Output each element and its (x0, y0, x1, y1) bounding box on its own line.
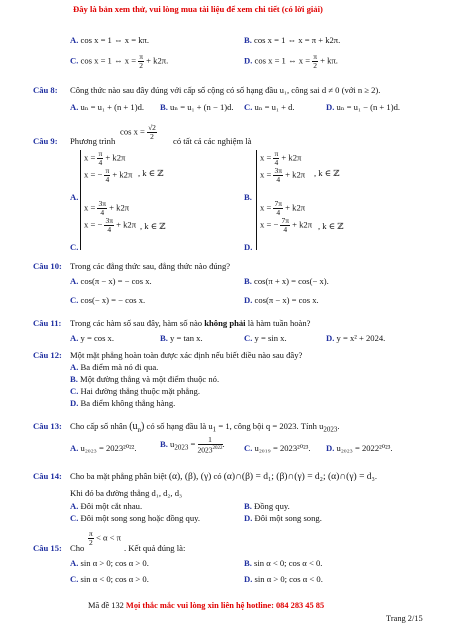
q15-condition: $\frac{\pi}{2}$ < α < π (89, 529, 121, 547)
q14-text1: Cho ba mặt phẳng phân biệt (70, 471, 167, 481)
q14-text2: có (213, 471, 222, 481)
q11-text-post: là hàm tuần hoàn? (247, 318, 311, 328)
q15-a-text: sin α > 0; cos α > 0 (80, 558, 147, 568)
q7-d-post: + kπ (320, 55, 336, 66)
q8-option-b[interactable]: B. uₙ = u₁ + (n − 1)d. (160, 102, 234, 112)
q12-option-a[interactable]: A. Ba điểm mà nó đi qua. (70, 362, 159, 372)
q10-b-text: cos(π + x) = cos(− x) (254, 276, 327, 286)
q13-text4: Tính (300, 421, 317, 431)
q10-d-text: cos(π − x) = cos x (254, 295, 317, 305)
q12-c-text: Hai đường thẳng thuộc mặt phẳng. (80, 386, 200, 396)
q13-c-text: u₂₀₁₉ = 2023²⁰²³ (254, 443, 309, 453)
q11-option-b[interactable]: B. y = tan x. (160, 333, 203, 343)
q9-c-k: , k ∈ ℤ (140, 221, 166, 231)
q9-option-c-system[interactable]: x = $\frac{3\pi}{4}$ + k2π x = − $\frac{3\pi}{4}$ + k2π (80, 200, 136, 250)
q13-option-a[interactable]: A. u₂₀₂₃ = 2023²⁰²². (70, 443, 137, 453)
q8-c-text: uₙ = u₁ + d (254, 102, 293, 112)
q14-b-text: Đồng quy. (254, 501, 290, 511)
q10-number: Câu 10: (33, 261, 62, 271)
q13-u1: $u_1 = 1$, (208, 421, 232, 434)
q12-b-text: Một đường thẳng và một điểm thuộc nó. (80, 374, 220, 384)
q8-b-text: uₙ = u₁ + (n − 1)d (170, 102, 232, 112)
q13-a-text: u₂₀₂₃ = 2023²⁰²² (80, 443, 135, 453)
q8-option-d[interactable]: D. uₙ = u₁ − (n + 1)d. (326, 102, 401, 112)
q15-option-c[interactable]: C. sin α < 0; cos α > 0. (70, 574, 149, 584)
q8-option-c[interactable]: C. uₙ = u₁ + d. (244, 102, 295, 112)
q9-equation (120, 124, 157, 141)
q11-option-d[interactable]: D. y = x² + 2024. (326, 333, 386, 343)
q13-option-c[interactable]: C. u₂₀₁₉ = 2023²⁰²³. (244, 443, 311, 453)
q9-text-post: có tất cả các nghiệm là (173, 136, 252, 146)
q11-d-text: y = x² + 2024 (336, 333, 384, 343)
footer-hotline: Mọi thắc mắc vui lòng xin liên hệ hotline: 084 283 45 85 (125, 601, 325, 610)
q15-d-text: sin α > 0; cos α < 0 (254, 574, 321, 584)
q11-text-pre: Trong các hàm số sau đây, hàm số nào (70, 318, 203, 328)
q13-text3: công bội (233, 421, 264, 431)
q12-a-text: Ba điểm mà nó đi qua. (80, 362, 159, 372)
q7-d-pre: cos x = 1 ⇔ x = (254, 55, 311, 66)
q14-relations: (α)∩(β) = d₁; (β)∩(γ) = d₂; (α)∩(γ) = d₃ (223, 472, 375, 482)
q13-text (70, 421, 340, 434)
q12-d-text: Ba điểm không thẳng hàng. (80, 398, 176, 408)
q13-text1: Cho cấp số nhân (70, 421, 128, 431)
q14-line2 (70, 488, 182, 498)
q15-option-d[interactable]: D. sin α > 0; cos α < 0. (244, 574, 323, 584)
q11-text (70, 318, 310, 328)
q9-eq-frac: $\frac{√2}{2}$ (148, 123, 156, 141)
q13-text2: có số hạng đầu là (146, 421, 207, 431)
q9-option-d-system[interactable]: x = $\frac{7\pi}{4}$ + k2π x = − $\frac{7\pi}{4}$ + k2π (256, 200, 312, 250)
q14-option-b[interactable]: B. Đồng quy. (244, 501, 290, 511)
q12-text: Một mặt phẳng hoàn toàn được xác định nếu biết điều nào sau đây? (70, 350, 303, 360)
q8-a-text: uₙ = u₁ + (n + 1)d (80, 102, 142, 112)
q7-option-b[interactable]: B. cos x = 1 ⇔ x = π + k2π. (244, 35, 341, 45)
q10-option-b[interactable]: B. cos(π + x) = cos(− x). (244, 276, 329, 286)
q13-seq: $(u_n)$ (129, 421, 145, 434)
q14-option-d[interactable]: D. Đôi một song song. (244, 513, 322, 523)
footer-page-number: Trang 2/15 (386, 614, 423, 623)
q10-text: Trong các đẳng thức sau, đẳng thức nào đúng? (70, 261, 231, 271)
q9-option-c-label[interactable]: C. (70, 242, 79, 252)
q15-text-post: . Kết quả đúng là: (124, 543, 186, 553)
q12-option-d[interactable]: D. Ba điểm không thẳng hàng. (70, 398, 176, 408)
q11-number: Câu 11: (33, 318, 62, 328)
q15-text-pre: Cho (70, 543, 85, 553)
q11-option-a[interactable]: A. y = cos x. (70, 333, 115, 343)
q10-option-a[interactable]: A. cos(π − x) = − cos x. (70, 276, 152, 286)
q14-a-text: Đôi một cắt nhau. (80, 501, 143, 511)
q7-b-text: cos x = 1 ⇔ x = π + k2π (254, 35, 339, 45)
q7-d-frac: $\frac{\pi}{2}$ (313, 52, 317, 70)
q9-text-pre: Phương trình (70, 136, 116, 146)
footer-exam-code: Mã đề 132 (88, 601, 124, 610)
footer-line (88, 601, 324, 610)
q14-text: Cho ba mặt phẳng phân biệt (α), (β), (γ) có (α)∩(β) = d₁; (β)∩(γ) = d₂; (α)∩(γ) = d₃. (70, 471, 378, 482)
q8-text: Công thức nào sau đây đúng với cấp số cộng có số hạng đầu u₁, công sai d ≠ 0 (với n ≥ 2). (70, 85, 381, 95)
q13-b-text: $u_{2023}$ = $\frac{1}{2023^{2022}}$ (170, 435, 223, 455)
q13-number: Câu 13: (33, 421, 62, 431)
q7-c-pre: cos x = 1 ⇔ x = (80, 55, 137, 66)
q9-b-k: , k ∈ ℤ (314, 168, 340, 178)
q13-q: q = 2023. (265, 421, 299, 431)
q14-c-text: Đôi một song song hoặc đồng quy. (80, 513, 201, 523)
q14-lines: d₁, d₂, d₃ (151, 488, 183, 498)
q12-option-c[interactable]: C. Hai đường thẳng thuộc mặt phẳng. (70, 386, 200, 396)
preview-banner: Đây là bản xem thử, vui lòng mua tài liệu để xem chi tiết (có lời giải) (73, 4, 323, 14)
q10-a-text: cos(π − x) = − cos x (80, 276, 150, 286)
q9-option-b-system[interactable]: x = $\frac{\pi}{4}$ + k2π x = $\frac{3\pi}{4}$ + k2π (256, 150, 305, 200)
q11-option-c[interactable]: C. y = sin x. (244, 333, 287, 343)
q14-number: Câu 14: (33, 471, 62, 481)
q8-option-a[interactable]: A. uₙ = u₁ + (n + 1)d. (70, 102, 145, 112)
q11-a-text: y = cos x (80, 333, 112, 343)
q12-number: Câu 12: (33, 350, 62, 360)
q9-option-a-system[interactable]: x = $\frac{\pi}{4}$ + k2π x = − $\frac{\pi}{4}$ + k2π (80, 150, 132, 200)
q9-a-k: , k ∈ ℤ (138, 168, 164, 178)
q15-option-a[interactable]: A. sin α > 0; cos α > 0. (70, 558, 149, 568)
q14-d-text: Đôi một song song. (254, 513, 322, 523)
q7-a-text: cos x = 1 ⇔ x = kπ (80, 35, 147, 45)
q13-option-b[interactable]: B. $u_{2023}$ = $\frac{1}{2023^{2022}}$ . (160, 435, 225, 455)
q14-option-c[interactable]: C. Đôi một song song hoặc đồng quy. (70, 513, 201, 523)
q15-b-text: sin α < 0; cos α < 0 (254, 558, 321, 568)
q9-option-b-label[interactable]: B. (244, 192, 252, 202)
q7-option-d[interactable]: D. cos x = 1 ⇔ x = $\frac{\pi}{2}$ + kπ. (244, 52, 338, 70)
q15-number: Câu 15: (33, 543, 62, 553)
q7-option-a[interactable]: A. cos x = 1 ⇔ x = kπ. (70, 35, 149, 45)
q12-option-b[interactable]: B. Một đường thẳng và một điểm thuộc nó. (70, 374, 220, 384)
q13-target: $u_{2023}$. (319, 421, 340, 434)
q14-option-a[interactable]: A. Đôi một cắt nhau. (70, 501, 143, 511)
q7-option-c[interactable]: C. cos x = 1 ⇔ x = $\frac{\pi}{2}$ + k2π. (70, 52, 169, 70)
q9-d-k: , k ∈ ℤ (318, 221, 344, 231)
q9-option-d-label[interactable]: D. (244, 242, 253, 252)
q11-b-text: y = tan x (170, 333, 201, 343)
q15-option-b[interactable]: B. sin α < 0; cos α < 0. (244, 558, 323, 568)
q8-number: Câu 8: (33, 85, 58, 95)
q13-d-text: u₂₀₂₃ = 2022²⁰²³ (336, 443, 391, 453)
q11-c-text: y = sin x (254, 333, 285, 343)
q9-eq-lhs: cos x = (120, 126, 145, 137)
q11-text-bold: không phải (204, 318, 246, 328)
q14-line2-pre: Khi đó ba đường thẳng (70, 488, 150, 498)
q9-number: Câu 9: (33, 136, 58, 146)
q10-option-c[interactable]: C. cos(− x) = − cos x. (70, 295, 146, 305)
q9-option-a-label[interactable]: A. (70, 192, 79, 202)
q8-d-text: uₙ = u₁ − (n + 1)d (336, 102, 398, 112)
q14-planes: (α), (β), (γ) (168, 472, 212, 482)
q7-c-post: + k2π (146, 55, 167, 66)
q7-c-frac: $\frac{\pi}{2}$ (139, 52, 143, 70)
q15-c-text: sin α < 0; cos α > 0 (80, 574, 147, 584)
q10-option-d[interactable]: D. cos(π − x) = cos x. (244, 295, 319, 305)
q10-c-text: cos(− x) = − cos x (80, 295, 144, 305)
q13-option-d[interactable]: D. u₂₀₂₃ = 2022²⁰²³. (326, 443, 393, 453)
